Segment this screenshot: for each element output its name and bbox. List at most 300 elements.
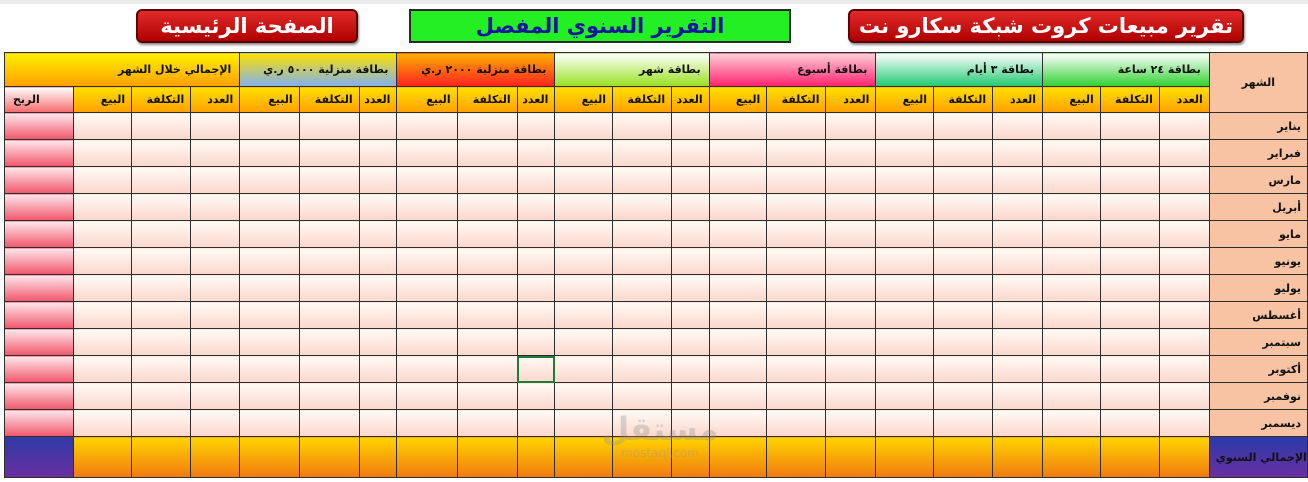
data-cell[interactable] (191, 140, 240, 167)
data-cell[interactable] (993, 113, 1043, 140)
data-cell[interactable] (299, 221, 359, 248)
total-cell[interactable] (299, 437, 359, 478)
month-row (5, 140, 1308, 167)
data-cell[interactable] (1100, 140, 1159, 167)
total-cell[interactable] (191, 437, 240, 478)
data-cell[interactable] (74, 329, 132, 356)
cell-profit[interactable] (5, 167, 74, 194)
data-cell[interactable] (767, 410, 826, 437)
data-cell[interactable] (74, 302, 132, 329)
data-cell[interactable] (299, 248, 359, 275)
data-cell[interactable] (613, 140, 672, 167)
data-cell[interactable] (555, 248, 613, 275)
data-cell[interactable] (359, 167, 397, 194)
data-cell[interactable] (240, 383, 299, 410)
data-cell[interactable] (240, 356, 299, 383)
data-cell[interactable] (132, 410, 191, 437)
data-cell[interactable] (613, 410, 672, 437)
data-cell[interactable] (191, 410, 240, 437)
data-cell[interactable] (876, 248, 934, 275)
data-cell[interactable] (517, 248, 555, 275)
data-cell[interactable] (555, 221, 613, 248)
data-cell[interactable] (517, 275, 555, 302)
data-cell[interactable] (767, 302, 826, 329)
data-cell[interactable] (74, 410, 132, 437)
data-cell[interactable] (240, 248, 299, 275)
data-cell[interactable] (457, 248, 517, 275)
cell-profit[interactable] (5, 302, 74, 329)
data-cell[interactable] (517, 356, 555, 383)
total-cell[interactable] (767, 437, 826, 478)
data-cell[interactable] (240, 140, 299, 167)
data-cell[interactable] (993, 194, 1043, 221)
total-cell[interactable] (457, 437, 517, 478)
data-cell[interactable] (876, 140, 934, 167)
data-cell[interactable] (613, 329, 672, 356)
total-cell[interactable] (1100, 437, 1159, 478)
data-cell[interactable] (709, 329, 767, 356)
data-cell[interactable] (191, 302, 240, 329)
data-cell[interactable] (709, 356, 767, 383)
cell-profit[interactable] (5, 221, 74, 248)
data-cell[interactable] (74, 383, 132, 410)
sub-header-cost: التكلفة (613, 87, 672, 113)
data-cell[interactable] (555, 194, 613, 221)
data-cell[interactable] (993, 329, 1043, 356)
data-cell[interactable] (1043, 329, 1101, 356)
cell-profit[interactable] (5, 113, 74, 140)
data-cell[interactable] (1159, 194, 1209, 221)
total-cell[interactable] (709, 437, 767, 478)
data-cell[interactable] (74, 113, 132, 140)
data-cell[interactable] (555, 410, 613, 437)
data-cell[interactable] (613, 221, 672, 248)
data-cell[interactable] (191, 221, 240, 248)
data-cell[interactable] (457, 383, 517, 410)
data-cell[interactable] (934, 302, 993, 329)
data-cell[interactable] (191, 275, 240, 302)
data-cell[interactable] (132, 140, 191, 167)
data-cell[interactable] (1159, 248, 1209, 275)
data-cell[interactable] (191, 194, 240, 221)
data-cell[interactable] (132, 221, 191, 248)
data-cell[interactable] (993, 302, 1043, 329)
data-cell[interactable] (672, 248, 709, 275)
data-cell[interactable] (826, 302, 876, 329)
data-cell[interactable] (1159, 140, 1209, 167)
data-cell[interactable] (1159, 221, 1209, 248)
data-cell[interactable] (397, 329, 457, 356)
data-cell[interactable] (555, 140, 613, 167)
data-cell[interactable] (299, 383, 359, 410)
data-cell[interactable] (191, 356, 240, 383)
data-cell[interactable] (993, 140, 1043, 167)
data-cell[interactable] (934, 140, 993, 167)
data-cell[interactable] (1100, 329, 1159, 356)
data-cell[interactable] (767, 167, 826, 194)
data-cell[interactable] (826, 221, 876, 248)
data-cell[interactable] (1043, 248, 1101, 275)
data-cell[interactable] (240, 302, 299, 329)
data-cell[interactable] (613, 275, 672, 302)
data-cell[interactable] (613, 248, 672, 275)
total-cell[interactable] (240, 437, 299, 478)
data-cell[interactable] (74, 356, 132, 383)
data-cell[interactable] (299, 329, 359, 356)
cell-profit[interactable] (5, 140, 74, 167)
data-cell[interactable] (299, 113, 359, 140)
data-cell[interactable] (132, 275, 191, 302)
data-cell[interactable] (1100, 275, 1159, 302)
data-cell[interactable] (457, 167, 517, 194)
total-cell[interactable] (74, 437, 132, 478)
data-cell[interactable] (613, 194, 672, 221)
data-cell[interactable] (934, 167, 993, 194)
data-cell[interactable] (767, 383, 826, 410)
data-cell[interactable] (397, 113, 457, 140)
group-header-home-2000: بطاقة منزلية ٢٠٠٠ ر.ي (397, 53, 555, 87)
data-cell[interactable] (191, 248, 240, 275)
data-cell[interactable] (709, 383, 767, 410)
data-cell[interactable] (672, 167, 709, 194)
data-cell[interactable] (240, 194, 299, 221)
data-cell[interactable] (74, 248, 132, 275)
data-cell[interactable] (876, 302, 934, 329)
data-cell[interactable] (517, 383, 555, 410)
data-cell[interactable] (1043, 194, 1101, 221)
data-cell[interactable] (1043, 383, 1101, 410)
data-cell[interactable] (240, 410, 299, 437)
data-cell[interactable] (767, 194, 826, 221)
data-cell[interactable] (709, 221, 767, 248)
total-cell[interactable] (555, 437, 613, 478)
data-cell[interactable] (397, 140, 457, 167)
cell-profit[interactable] (5, 275, 74, 302)
data-cell[interactable] (1159, 356, 1209, 383)
data-cell[interactable] (1043, 221, 1101, 248)
data-cell[interactable] (672, 329, 709, 356)
sheet-column-strip (0, 0, 1308, 4)
data-cell[interactable] (359, 248, 397, 275)
data-cell[interactable] (826, 194, 876, 221)
month-row (5, 113, 1308, 140)
data-cell[interactable] (876, 356, 934, 383)
data-cell[interactable] (1159, 383, 1209, 410)
data-cell[interactable] (397, 221, 457, 248)
data-cell[interactable] (299, 140, 359, 167)
data-cell[interactable] (993, 167, 1043, 194)
data-cell[interactable] (299, 302, 359, 329)
data-cell[interactable] (672, 410, 709, 437)
data-cell[interactable] (359, 410, 397, 437)
month-row (5, 221, 1308, 248)
data-cell[interactable] (672, 194, 709, 221)
data-cell[interactable] (555, 113, 613, 140)
data-cell[interactable] (1159, 410, 1209, 437)
data-cell[interactable] (74, 221, 132, 248)
data-cell[interactable] (517, 221, 555, 248)
data-cell[interactable] (934, 275, 993, 302)
data-cell[interactable] (709, 167, 767, 194)
data-cell[interactable] (1100, 248, 1159, 275)
data-cell[interactable] (359, 221, 397, 248)
data-cell[interactable] (457, 410, 517, 437)
data-cell[interactable] (457, 302, 517, 329)
data-cell[interactable] (191, 167, 240, 194)
data-cell[interactable] (517, 167, 555, 194)
data-cell[interactable] (934, 383, 993, 410)
data-cell[interactable] (240, 221, 299, 248)
data-cell[interactable] (934, 356, 993, 383)
data-cell[interactable] (934, 221, 993, 248)
data-cell[interactable] (555, 275, 613, 302)
data-cell[interactable] (299, 194, 359, 221)
data-cell[interactable] (359, 383, 397, 410)
data-cell[interactable] (613, 113, 672, 140)
data-cell[interactable] (555, 302, 613, 329)
total-cell[interactable] (934, 437, 993, 478)
data-cell[interactable] (397, 410, 457, 437)
data-cell[interactable] (517, 113, 555, 140)
data-cell[interactable] (240, 113, 299, 140)
data-cell[interactable] (1043, 167, 1101, 194)
data-cell[interactable] (457, 221, 517, 248)
data-cell[interactable] (826, 248, 876, 275)
data-cell[interactable] (132, 248, 191, 275)
data-cell[interactable] (359, 113, 397, 140)
data-cell[interactable] (826, 167, 876, 194)
data-cell[interactable] (826, 383, 876, 410)
data-cell[interactable] (457, 356, 517, 383)
data-cell[interactable] (555, 383, 613, 410)
data-cell[interactable] (132, 167, 191, 194)
cell-profit[interactable] (5, 410, 74, 437)
data-cell[interactable] (876, 410, 934, 437)
data-cell[interactable] (74, 140, 132, 167)
data-cell[interactable] (767, 113, 826, 140)
data-cell[interactable] (767, 140, 826, 167)
data-cell[interactable] (767, 248, 826, 275)
data-cell[interactable] (397, 356, 457, 383)
data-cell[interactable] (1159, 302, 1209, 329)
data-cell[interactable] (1100, 113, 1159, 140)
data-cell[interactable] (876, 167, 934, 194)
data-cell[interactable] (672, 221, 709, 248)
data-cell[interactable] (517, 140, 555, 167)
data-cell[interactable] (613, 383, 672, 410)
data-cell[interactable] (397, 383, 457, 410)
cell-profit[interactable] (5, 329, 74, 356)
data-cell[interactable] (555, 356, 613, 383)
data-cell[interactable] (517, 410, 555, 437)
data-cell[interactable] (1100, 410, 1159, 437)
data-cell[interactable] (457, 329, 517, 356)
total-cell[interactable] (1159, 437, 1209, 478)
data-cell[interactable] (709, 410, 767, 437)
data-cell[interactable] (132, 113, 191, 140)
data-cell[interactable] (993, 383, 1043, 410)
data-cell[interactable] (934, 248, 993, 275)
data-cell[interactable] (457, 113, 517, 140)
data-cell[interactable] (397, 248, 457, 275)
data-cell[interactable] (359, 302, 397, 329)
data-cell[interactable] (191, 329, 240, 356)
sub-header-sale: البيع (397, 87, 457, 113)
data-cell[interactable] (74, 167, 132, 194)
data-cell[interactable] (1100, 221, 1159, 248)
data-cell[interactable] (672, 113, 709, 140)
home-button[interactable]: الصفحة الرئيسية (136, 9, 358, 43)
data-cell[interactable] (876, 113, 934, 140)
data-cell[interactable] (359, 356, 397, 383)
data-cell[interactable] (359, 140, 397, 167)
data-cell[interactable] (709, 140, 767, 167)
data-cell[interactable] (397, 194, 457, 221)
month-label: ديسمبر (1209, 410, 1307, 437)
data-cell[interactable] (359, 329, 397, 356)
data-cell[interactable] (826, 275, 876, 302)
data-cell[interactable] (709, 113, 767, 140)
data-cell[interactable] (517, 194, 555, 221)
total-cell[interactable] (1043, 437, 1101, 478)
data-cell[interactable] (826, 356, 876, 383)
sub-header-count: العدد (993, 87, 1043, 113)
data-cell[interactable] (1043, 356, 1101, 383)
data-cell[interactable] (191, 113, 240, 140)
data-cell[interactable] (74, 194, 132, 221)
sub-header-sale: البيع (876, 87, 934, 113)
data-cell[interactable] (299, 275, 359, 302)
data-cell[interactable] (457, 140, 517, 167)
cell-profit[interactable] (5, 248, 74, 275)
watermark-brand: مستقل (601, 410, 719, 448)
data-cell[interactable] (517, 302, 555, 329)
data-cell[interactable] (1043, 113, 1101, 140)
data-cell[interactable] (397, 167, 457, 194)
data-cell[interactable] (1100, 302, 1159, 329)
data-cell[interactable] (826, 113, 876, 140)
data-cell[interactable] (457, 194, 517, 221)
data-cell[interactable] (240, 167, 299, 194)
data-cell[interactable] (767, 275, 826, 302)
data-cell[interactable] (826, 140, 876, 167)
data-cell[interactable] (1159, 329, 1209, 356)
data-cell[interactable] (132, 302, 191, 329)
data-cell[interactable] (517, 329, 555, 356)
data-cell[interactable] (767, 356, 826, 383)
data-cell[interactable] (1159, 275, 1209, 302)
data-cell[interactable] (397, 275, 457, 302)
data-cell[interactable] (613, 302, 672, 329)
total-cell[interactable] (876, 437, 934, 478)
data-cell[interactable] (555, 329, 613, 356)
data-cell[interactable] (1100, 167, 1159, 194)
data-cell[interactable] (876, 329, 934, 356)
total-cell[interactable] (826, 437, 876, 478)
data-cell[interactable] (132, 356, 191, 383)
data-cell[interactable] (299, 167, 359, 194)
data-cell[interactable] (993, 248, 1043, 275)
data-cell[interactable] (359, 275, 397, 302)
data-cell[interactable] (240, 329, 299, 356)
data-cell[interactable] (299, 410, 359, 437)
total-cell[interactable] (397, 437, 457, 478)
data-cell[interactable] (934, 113, 993, 140)
data-cell[interactable] (876, 221, 934, 248)
data-cell[interactable] (1043, 275, 1101, 302)
data-cell[interactable] (672, 356, 709, 383)
data-cell[interactable] (876, 275, 934, 302)
total-profit-cell[interactable] (5, 437, 74, 478)
data-cell[interactable] (1100, 383, 1159, 410)
data-cell[interactable] (397, 302, 457, 329)
data-cell[interactable] (1100, 356, 1159, 383)
data-cell[interactable] (993, 356, 1043, 383)
data-cell[interactable] (826, 410, 876, 437)
data-cell[interactable] (709, 248, 767, 275)
data-cell[interactable] (1043, 302, 1101, 329)
data-cell[interactable] (876, 383, 934, 410)
data-cell[interactable] (1100, 194, 1159, 221)
data-cell[interactable] (993, 410, 1043, 437)
data-cell[interactable] (709, 302, 767, 329)
annual-report-table (4, 52, 1308, 478)
data-cell[interactable] (132, 194, 191, 221)
data-cell[interactable] (672, 383, 709, 410)
data-cell[interactable] (709, 275, 767, 302)
total-cell[interactable] (672, 437, 709, 478)
detailed-report-title[interactable]: التقرير السنوي المفصل (409, 9, 791, 43)
data-cell[interactable] (132, 329, 191, 356)
cell-profit[interactable] (5, 194, 74, 221)
data-cell[interactable] (359, 194, 397, 221)
data-cell[interactable] (672, 140, 709, 167)
data-cell[interactable] (191, 383, 240, 410)
data-cell[interactable] (767, 221, 826, 248)
total-cell[interactable] (359, 437, 397, 478)
total-cell[interactable] (517, 437, 555, 478)
data-cell[interactable] (613, 356, 672, 383)
data-cell[interactable] (1043, 140, 1101, 167)
data-cell[interactable] (934, 329, 993, 356)
data-cell[interactable] (767, 329, 826, 356)
data-cell[interactable] (457, 275, 517, 302)
total-cell[interactable] (613, 437, 672, 478)
data-cell[interactable] (672, 275, 709, 302)
data-cell[interactable] (299, 356, 359, 383)
total-cell[interactable] (132, 437, 191, 478)
data-cell[interactable] (876, 194, 934, 221)
data-cell[interactable] (613, 167, 672, 194)
data-cell[interactable] (993, 275, 1043, 302)
data-cell[interactable] (934, 194, 993, 221)
data-cell[interactable] (709, 194, 767, 221)
cell-profit[interactable] (5, 383, 74, 410)
data-cell[interactable] (672, 302, 709, 329)
data-cell[interactable] (826, 329, 876, 356)
data-cell[interactable] (993, 221, 1043, 248)
data-cell[interactable] (132, 383, 191, 410)
data-cell[interactable] (555, 167, 613, 194)
total-cell[interactable] (993, 437, 1043, 478)
data-cell[interactable] (1043, 410, 1101, 437)
data-cell[interactable] (1159, 113, 1209, 140)
data-cell[interactable] (240, 275, 299, 302)
data-cell[interactable] (74, 275, 132, 302)
data-cell[interactable] (934, 410, 993, 437)
cell-profit[interactable] (5, 356, 74, 383)
data-cell[interactable] (1159, 167, 1209, 194)
